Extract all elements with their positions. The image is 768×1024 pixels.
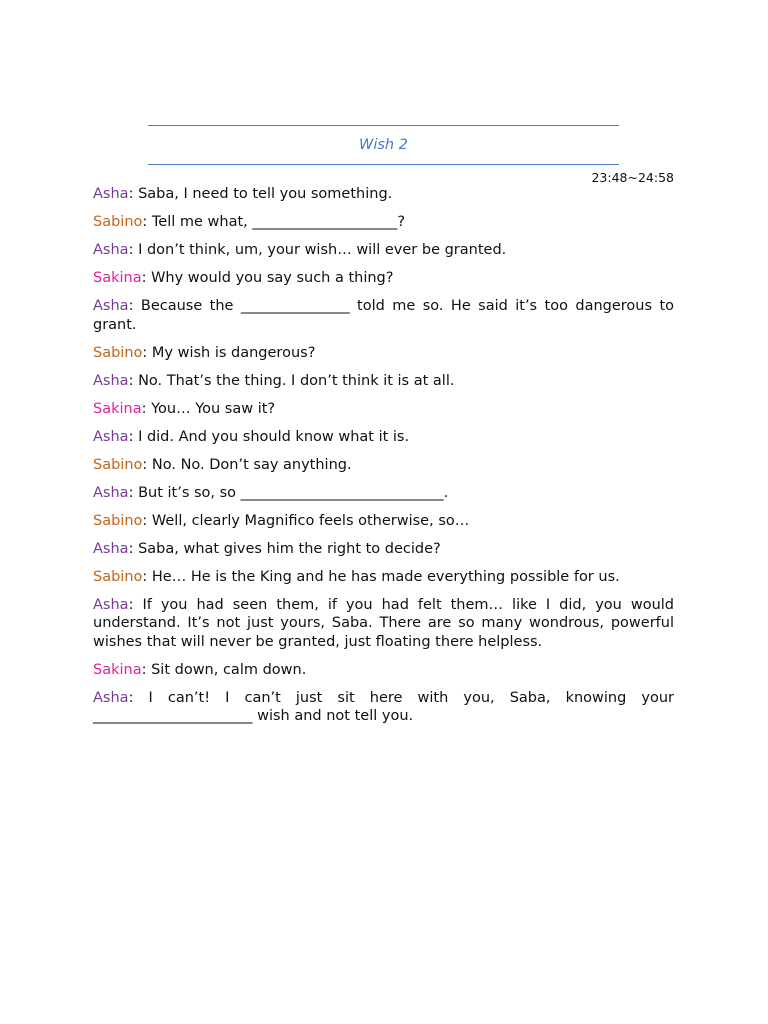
dialogue-line xyxy=(93,540,674,559)
speaker-name: Asha xyxy=(93,596,129,613)
speaker-name: Asha xyxy=(93,242,129,258)
dialogue-line xyxy=(93,400,674,419)
speaker-separator: : xyxy=(128,372,139,389)
dialogue-line xyxy=(93,297,674,334)
speaker-name: Sabino xyxy=(93,214,143,230)
dialogue-line xyxy=(93,241,674,260)
speaker-separator: : xyxy=(141,661,152,678)
speaker-separator: : xyxy=(128,689,149,706)
speaker-name: Asha xyxy=(93,186,129,202)
speaker-name: Sakina xyxy=(93,400,142,417)
speaker-separator: : xyxy=(128,484,139,501)
speaker-separator: : xyxy=(128,540,139,557)
dialogue-line xyxy=(93,456,674,475)
speaker-name: Sabino xyxy=(93,512,143,529)
title-block xyxy=(148,125,619,165)
speaker-name: Asha xyxy=(93,484,129,501)
dialogue-text: Saba, what gives him the right to decide? xyxy=(138,540,441,557)
dialogue-text: My wish is dangerous? xyxy=(151,344,316,361)
speaker-separator: : xyxy=(142,214,152,230)
dialogue-text: I can’t! I can’t just sit here with you, Saba, knowing your ______________________ wish and not tell you. xyxy=(93,689,674,724)
speaker-name: Asha xyxy=(93,540,129,557)
speaker-separator: : xyxy=(128,186,139,202)
speaker-name: Sakina xyxy=(93,661,142,678)
dialogue-line xyxy=(93,344,674,363)
dialogue-transcript xyxy=(93,185,674,735)
speaker-separator: : xyxy=(142,344,152,361)
dialogue-text: You… You saw it? xyxy=(151,400,276,417)
dialogue-text: Why would you say such a thing? xyxy=(151,270,394,286)
speaker-separator: : xyxy=(128,596,143,613)
speaker-name: Sabino xyxy=(93,568,143,585)
speaker-separator: : xyxy=(128,428,139,445)
speaker-name: Sabino xyxy=(93,456,143,473)
speaker-name: Asha xyxy=(93,428,129,445)
speaker-separator: : xyxy=(142,568,152,585)
page-title: Wish 2 xyxy=(359,137,408,153)
speaker-name: Sakina xyxy=(93,270,142,286)
speaker-separator: : xyxy=(141,400,152,417)
dialogue-line xyxy=(93,269,674,288)
dialogue-text: No. No. Don’t say anything. xyxy=(151,456,352,473)
speaker-name: Asha xyxy=(93,689,129,706)
dialogue-line xyxy=(93,484,674,503)
dialogue-text: Sit down, calm down. xyxy=(151,661,307,678)
dialogue-line xyxy=(93,596,674,652)
dialogue-line xyxy=(93,213,674,232)
speaker-separator: : xyxy=(141,270,152,286)
dialogue-text: I don’t think, um, your wish… will ever be granted. xyxy=(138,242,507,258)
dialogue-line xyxy=(93,689,674,726)
dialogue-line xyxy=(93,372,674,391)
dialogue-text: Saba, I need to tell you something. xyxy=(138,186,393,202)
speaker-name: Sabino xyxy=(93,344,143,361)
dialogue-text: But it’s so, so ____________________________. xyxy=(138,484,449,501)
dialogue-line xyxy=(93,661,674,680)
dialogue-text: I did. And you should know what it is. xyxy=(138,428,410,445)
dialogue-text: He… He is the King and he has made everything possible for us. xyxy=(151,568,620,585)
speaker-separator: : xyxy=(128,298,141,314)
speaker-name: Asha xyxy=(93,372,129,389)
speaker-separator: : xyxy=(128,242,139,258)
speaker-separator: : xyxy=(142,512,152,529)
dialogue-text: If you had seen them, if you had felt them… like I did, you would understand. It’s not just yours, Saba. There are so many wondrous, powerful wishes that will never be granted, just floating there helpless. xyxy=(93,596,675,650)
speaker-name: Asha xyxy=(93,298,129,314)
dialogue-text: Tell me what, ____________________? xyxy=(151,214,406,230)
timestamp: 23:48~24:58 xyxy=(591,170,674,185)
dialogue-text: No. That’s the thing. I don’t think it is at all. xyxy=(138,372,455,389)
dialogue-line xyxy=(93,428,674,447)
dialogue-text: Well, clearly Magnifico feels otherwise, so… xyxy=(151,512,470,529)
dialogue-line xyxy=(93,185,674,204)
dialogue-line xyxy=(93,512,674,531)
dialogue-line xyxy=(93,568,674,587)
dialogue-text: Because the _______________ told me so. He said it’s too dangerous to grant. xyxy=(93,298,675,333)
speaker-separator: : xyxy=(142,456,152,473)
